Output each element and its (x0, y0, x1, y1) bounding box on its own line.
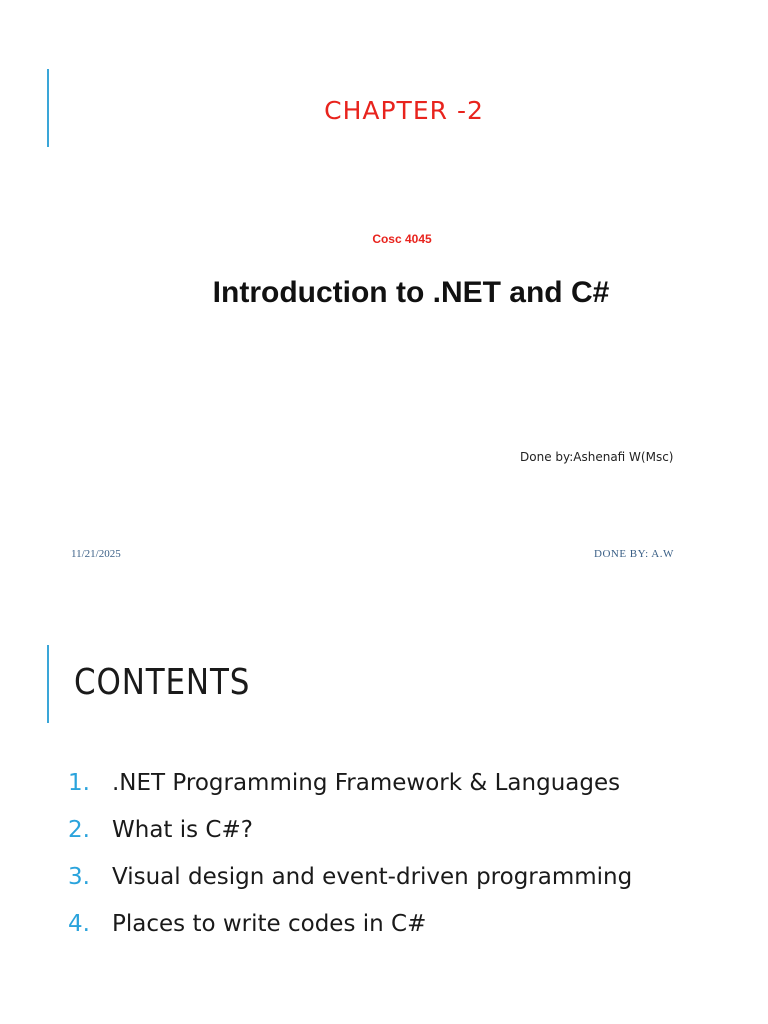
list-item-text: Visual design and event-driven programming (112, 864, 633, 890)
footer-author: DONE BY: A.W (594, 548, 674, 560)
course-code: Cosc 4045 (372, 232, 432, 246)
list-item-number: 1. (68, 770, 90, 796)
accent-bar (47, 645, 49, 723)
list-item-text: .NET Programming Framework & Languages (112, 770, 621, 796)
footer-date: 11/21/2025 (71, 548, 121, 560)
list-item (68, 911, 632, 958)
list-item-text: What is C#? (112, 817, 253, 843)
chapter-title: CHAPTER -2 (324, 96, 484, 125)
list-item-text: Places to write codes in C# (112, 911, 427, 937)
list-item-number: 2. (68, 817, 90, 843)
author-credit: Done by:Ashenafi W(Msc) (520, 450, 674, 464)
presentation-title: Introduction to .NET and C# (212, 276, 610, 309)
contents-heading: CONTENTS (74, 662, 251, 703)
contents-list (68, 770, 632, 958)
list-item-number: 4. (68, 911, 90, 937)
list-item-number: 3. (68, 864, 90, 890)
list-item (68, 770, 632, 817)
list-item (68, 864, 632, 911)
list-item (68, 817, 632, 864)
contents-slide (0, 600, 768, 1024)
